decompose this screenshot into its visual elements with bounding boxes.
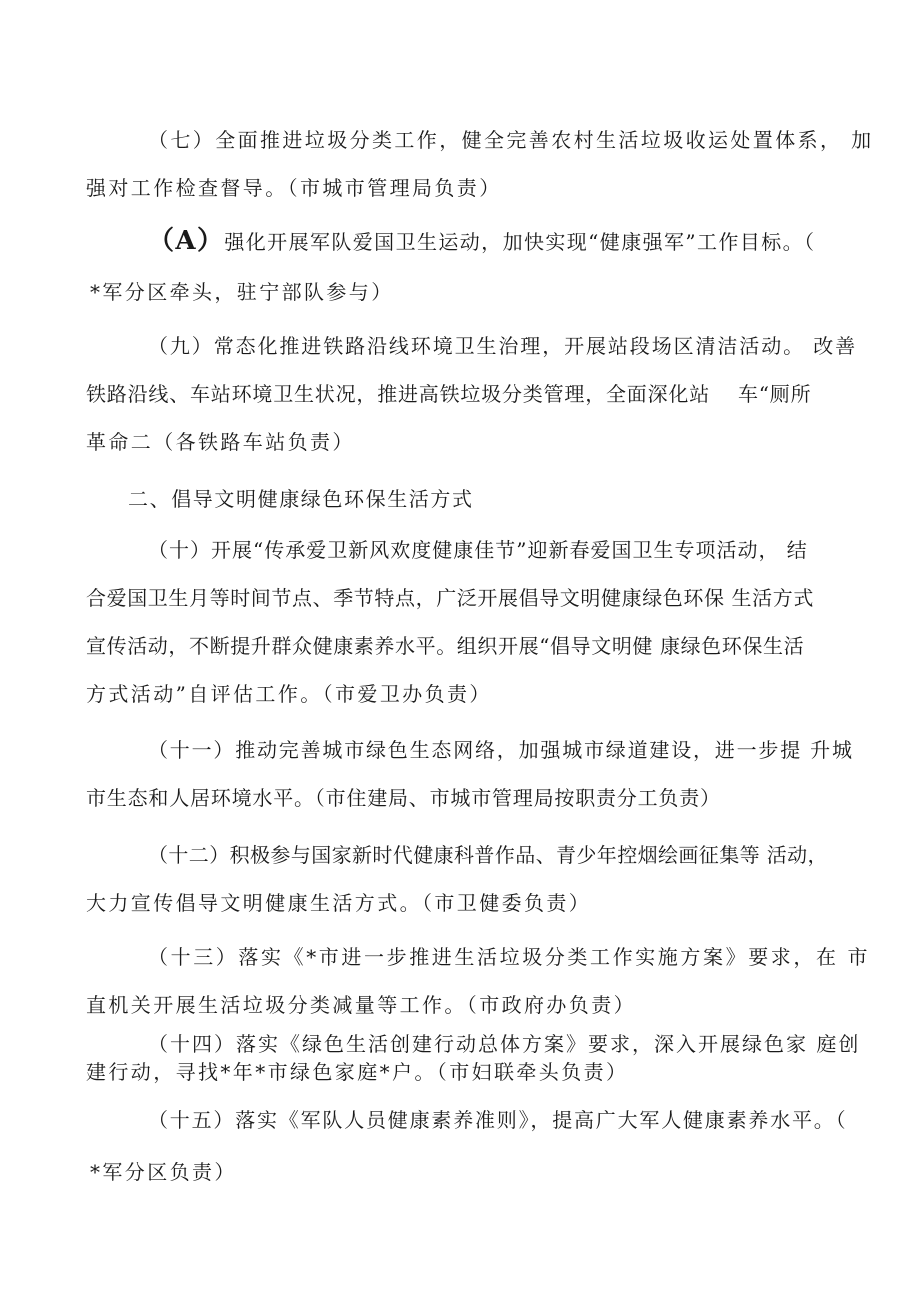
paragraph-7-line-2: 强对工作检查督导。（市城市管理局负责） [86,176,502,200]
paragraph-10-line-4: 方式活动”自评估工作。（市爱卫办负责） [86,682,492,706]
paragraph-9-line-1: （九）常态化推进铁路沿线环境卫生治理，开展站段场区清洁活动。 改善 [148,334,858,358]
paragraph-11-line-1: （十一）推动完善城市绿色生态网络，加强城市绿道建设，进一步提 升城 [148,738,854,762]
paragraph-11-line-2: 市生态和人居环境水平。（市住建局、市城市管理局按职责分工负责） [86,786,721,810]
paragraph-8-line-2: *军分区牵头，驻宁部队参与） [90,280,394,304]
paragraph-15-line-1: （十五）落实《军队人员健康素养准则》，提高广大军人健康素养水平。（ [148,1108,848,1132]
paragraph-8-line-1 [148,226,816,256]
paragraph-8-marker: （A） [148,226,225,256]
paragraph-15-line-2: *军分区负责） [90,1160,237,1184]
paragraph-7-line-1: （七）全面推进垃圾分类工作，健全完善农村生活垃圾收运处置体系， 加 [148,128,874,152]
paragraph-10-line-3: 宣传活动，不断提升群众健康素养水平。组织开展“倡导文明健 康绿色环保生活 [86,634,805,658]
paragraph-9-line-2: 铁路沿线、车站环境卫生状况，推进高铁垃圾分类管理，全面深化站 车“厕所 [86,382,812,406]
paragraph-8-text: 强化开展军队爱国卫生运动，加快实现“健康强军”工作目标。（ [224,230,816,254]
paragraph-9-line-3: 革命二（各铁路车站负责） [86,430,355,454]
paragraph-10-line-2: 合爱国卫生月等时间节点、季节特点，广泛开展倡导文明健康绿色环保 生活方式 [86,586,814,610]
section-heading-2: 二、倡导文明健康绿色环保生活方式 [128,487,474,511]
paragraph-13-line-1: （十三）落实《*市进一步推进生活垃圾分类工作实施方案》要求，在 市 [148,945,871,969]
paragraph-13-line-2: 直机关开展生活垃圾分类减量等工作。（市政府办负责） [86,993,636,1017]
paragraph-12-line-1: （十二）积极参与国家新时代健康科普作品、青少年控烟绘画征集等 活动， [148,843,828,867]
paragraph-14-line-2: 建行动，寻找*年*市绿色家庭*户。（市妇联牵头负责） [86,1060,629,1084]
paragraph-10-line-1: （十）开展“传承爱卫新风欢度健康佳节”迎新春爱国卫生专项活动， 结 [148,538,808,562]
paragraph-14-line-1: （十四）落实《绿色生活创建行动总体方案》要求，深入开展绿色家 庭创 [148,1032,861,1056]
paragraph-12-line-2: 大力宣传倡导文明健康生活方式。（市卫健委负责） [86,891,592,915]
